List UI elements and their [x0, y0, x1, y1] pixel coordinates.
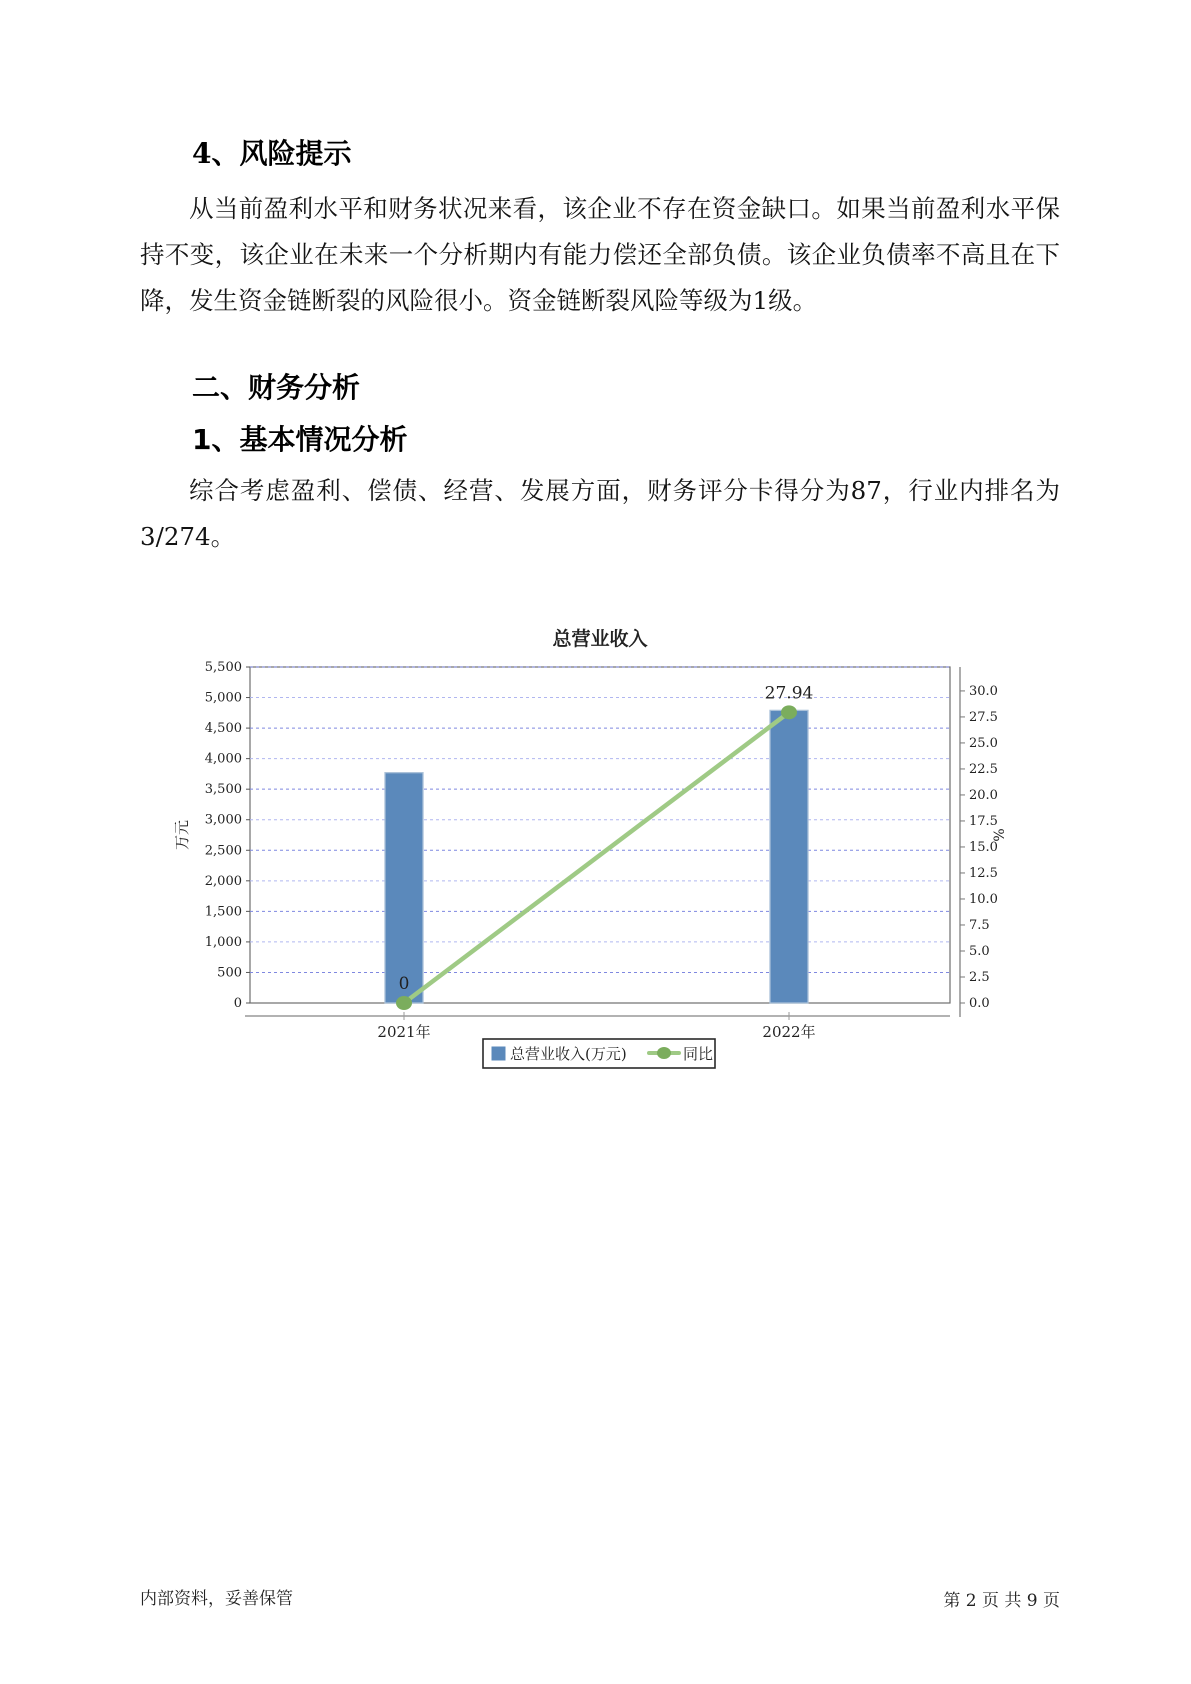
- right-axis-tick-label: 5.0: [969, 943, 990, 959]
- category-label: 2021年: [377, 1023, 431, 1041]
- right-axis-tick-label: 0.0: [969, 996, 990, 1011]
- right-axis-tick-label: 2.5: [969, 969, 990, 985]
- left-axis-tick-label: 5,500: [204, 660, 242, 675]
- chart-title: 总营业收入: [552, 628, 648, 650]
- revenue-chart: [160, 615, 1040, 1080]
- left-axis-tick-label: 5,000: [204, 690, 242, 706]
- paragraph-risk: 从当前盈利水平和财务状况来看，该企业不存在资金缺口。如果当前盈利水平保持不变，该企业在未来一个分析期内有能力偿还全部负债。该企业负债率不高且在下降，发生资金链断裂的风险很小。资金链断裂风险等级为1级。: [140, 194, 1060, 315]
- left-axis-tick-label: 500: [217, 965, 242, 981]
- line-marker-2022年: [781, 705, 797, 719]
- legend-label-yoy: 同比: [683, 1045, 714, 1063]
- legend-label-revenue: 总营业收入(万元): [510, 1045, 627, 1063]
- right-axis-tick-label: 20.0: [969, 787, 998, 803]
- left-axis-tick-label: 3,500: [204, 782, 242, 798]
- footer-page-number: 第 2 页 共 9 页: [943, 1591, 1060, 1611]
- heading-risk: 4、风险提示: [192, 137, 352, 170]
- right-axis-tick-label: 17.5: [969, 813, 998, 829]
- paragraph-basic: 综合考虑盈利、偿债、经营、发展方面，财务评分卡得分为87，行业内排名为3/274。: [140, 476, 1060, 551]
- right-axis-tick-label: 25.0: [969, 735, 998, 751]
- footer-confidential-note: 内部资料，妥善保管: [140, 1589, 293, 1609]
- right-axis-tick-label: 22.5: [969, 761, 998, 777]
- left-axis-tick-label: 2,000: [204, 873, 242, 889]
- bar-2022年: [770, 710, 808, 1003]
- right-axis-tick-label: 27.5: [969, 709, 998, 725]
- line-point-label: 27.94: [764, 683, 814, 704]
- right-axis-tick-label: 12.5: [969, 865, 998, 881]
- line-marker-2021年: [396, 996, 412, 1010]
- category-label: 2022年: [762, 1023, 816, 1041]
- plot-area: [250, 667, 950, 1003]
- right-axis-tick-label: 10.0: [969, 891, 998, 907]
- right-axis-tick-label: 30.0: [969, 683, 998, 699]
- line-point-label: 0: [398, 974, 410, 994]
- left-axis-tick-label: 3,000: [204, 812, 242, 828]
- left-axis-tick-label: 1,500: [204, 904, 242, 920]
- bar-2021年: [385, 773, 423, 1003]
- left-axis-title: 万元: [173, 819, 191, 851]
- revenue-chart-canvas: [160, 615, 1040, 1080]
- left-axis-tick-label: 1,000: [204, 934, 242, 950]
- left-axis-tick-label: 0: [233, 996, 242, 1011]
- right-axis-tick-label: 15.0: [969, 839, 998, 855]
- heading-basic: 1、基本情况分析: [192, 423, 408, 456]
- left-axis-tick-label: 4,000: [204, 751, 242, 767]
- right-axis-title: %: [992, 828, 1008, 842]
- legend-bar-swatch: [492, 1047, 505, 1060]
- left-axis-tick-label: 2,500: [204, 843, 242, 859]
- heading-finance: 二、财务分析: [192, 371, 361, 404]
- left-axis-tick-label: 4,500: [204, 721, 242, 737]
- legend-marker-swatch: [657, 1047, 671, 1059]
- right-axis-tick-label: 7.5: [969, 917, 990, 933]
